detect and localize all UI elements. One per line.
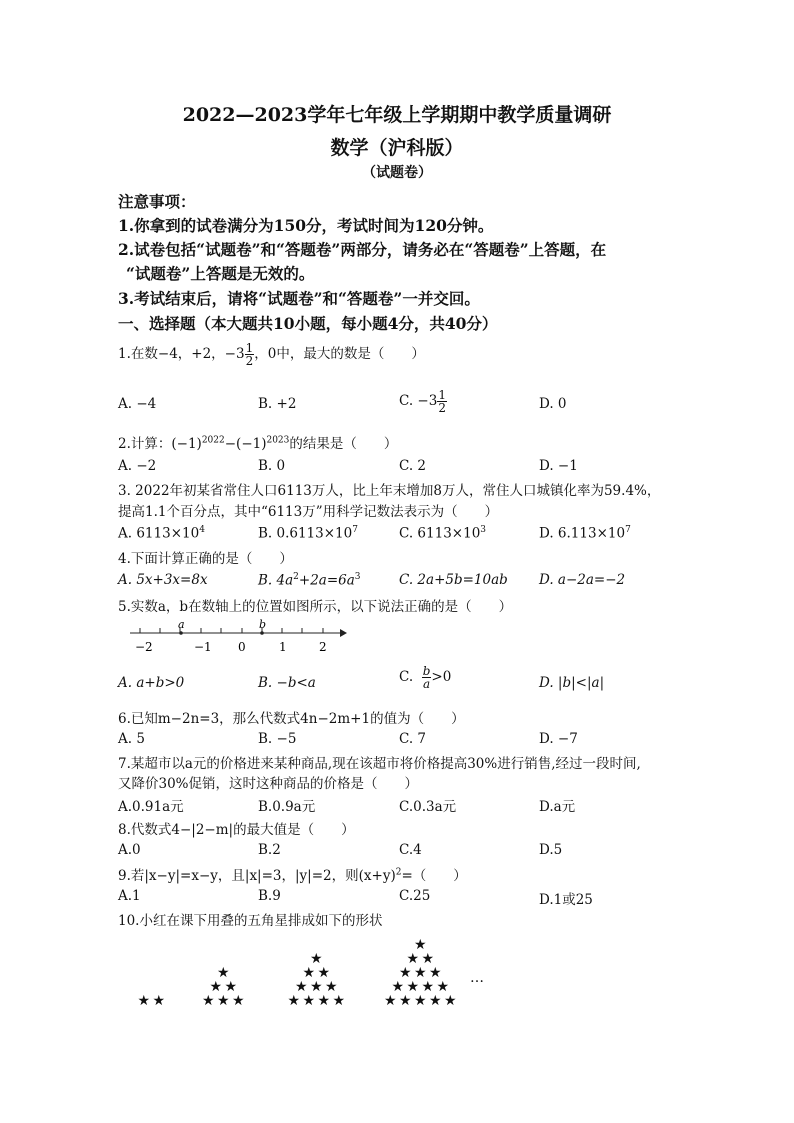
star-icon: ★ [310,979,323,995]
star-icon: ★ [137,993,151,1009]
q3-d-text: D. 6.113×10 [539,525,626,542]
q4-b-exp2: 3 [354,572,361,582]
star-icon: ★ [384,993,397,1009]
q3-a-text: A. 6113×10 [118,525,200,542]
question-2-stem [118,432,397,452]
q7-option-c: C.0.3a元 [399,799,457,815]
point-b-dot [260,631,264,635]
star-icon: ★ [310,951,323,967]
q3-c-text: C. 6113×10 [399,525,481,542]
q7-option-a: A.0.91a元 [118,799,184,815]
q9-option-b: B.9 [258,888,281,904]
star-icon: ★ [421,979,435,995]
q1-option-c [399,389,447,414]
star-icon: ★ [406,979,420,995]
axis-label-1: 1 [279,640,287,654]
star-icon: ★ [224,979,238,995]
point-b-label: b [259,618,267,631]
q1-fraction [245,342,255,367]
q9-option-d: D.1或25 [539,892,593,908]
q6-option-a: A. 5 [118,731,145,747]
q2-option-d: D. −1 [539,458,578,474]
star-icon: ★ [436,979,450,995]
axis-label-neg1: −1 [194,640,212,654]
q2-option-c: C. 2 [399,458,427,474]
star-icon: ★ [444,993,457,1009]
q9-stem-a: 9.若|x−y|=x−y，且|x|=3，|y|=2，则(x+y) [118,868,396,884]
section-1-heading: 一、选择题（本大题共10小题，每小题4分，共40分） [118,314,498,333]
q9-option-c: C.25 [399,888,431,904]
point-a-label: a [178,618,185,631]
q4-b-exp: 2 [293,572,299,582]
star-icon: ★ [317,965,331,981]
question-5-stem: 5.实数a，b在数轴上的位置如图所示，以下说法正确的是（ ） [118,599,513,615]
q9-exp: 2 [395,867,402,878]
point-a-dot [179,631,183,635]
star-icon: ★ [217,965,230,981]
question-4-stem: 4.下面计算正确的是（ ） [118,551,293,567]
q8-option-c: C.4 [399,842,422,858]
star-icon: ★ [406,951,420,967]
question-6-stem: 6.已知m−2n=3，那么代数式4n−2m+1的值为（ ） [118,711,465,727]
q6-option-c: C. 7 [399,731,427,747]
star-icon: ★ [399,965,412,981]
q2-exp2: 2023 [266,435,290,446]
question-3-line2: 提高1.1个百分点，其中“6113万”用科学记数法表示为（ ） [118,504,499,520]
q3-b-text: B. 0.6113×10 [258,525,353,542]
page-title: 2022—2023学年七年级上学期期中教学质量调研 [182,104,612,126]
star-icon: ★ [414,993,427,1009]
q3-b-exp: 7 [352,525,358,535]
star-icon: ★ [302,993,316,1009]
number-line-ticks [140,628,323,633]
q6-option-d: D. −7 [539,731,578,747]
q5-c-pre: C. [399,669,414,685]
q9-option-a: A.1 [118,888,141,904]
star-icon: ★ [399,993,412,1009]
q2-exp1: 2022 [201,435,225,446]
number-line-arrow-icon [340,629,347,637]
q3-option-a [118,525,205,542]
star-icon: ★ [414,937,427,953]
star-icon: ★ [332,993,346,1009]
q3-option-d [539,525,631,542]
question-7-line2: 又降价30%促销，这时这种商品的价格是（ ） [118,776,419,792]
question-9-stem [118,864,467,884]
q3-a-exp: 4 [199,525,205,535]
star-icon: ★ [302,965,316,981]
star-icon: ★ [232,993,245,1009]
q4-option-b [258,572,361,589]
q4-b-mid: +2a=6a [298,572,355,589]
q2-mid: −(−1) [224,436,267,452]
q1-frac-den: 2 [245,354,254,368]
q8-option-a: A.0 [118,842,141,858]
q1-c-frac-den: 2 [438,401,446,415]
pattern-ellipsis: … [470,970,485,986]
q1-option-a: A. −4 [118,396,157,412]
q5-option-b: B. −b<a [258,675,316,691]
star-icon: ★ [429,965,442,981]
q1-option-d: D. 0 [539,396,567,412]
star-icon: ★ [421,951,435,967]
star-icon: ★ [295,979,308,995]
question-10-stem: 10.小红在课下用叠的五角星排成如下的形状 [118,913,383,929]
star-icon: ★ [287,993,301,1009]
question-7-line1: 7.某超市以a元的价格进来某种商品,现在该超市将价格提高30%进行销售,经过一段时间, [118,756,641,772]
note-3: 3.考试结束后，请将“试题卷”和“答题卷”一并交回。 [118,289,480,308]
notes-heading: 注意事项： [118,192,196,211]
axis-label-0: 0 [238,640,246,654]
q3-option-c [399,525,486,542]
q4-option-c: C. 2a+5b=10ab [399,572,508,588]
q5-c-post: >0 [431,669,452,685]
q8-option-b: B.2 [258,842,281,858]
paper-type: （试题卷） [362,165,432,181]
q1-stem-a: 1.在数−4，+2，−3 [118,346,245,362]
note-2a: 2.试卷包括“试题卷”和“答题卷”两部分，请务必在“答题卷”上答题，在 [118,240,607,259]
q9-stem-b: =（ ） [401,868,467,884]
q2-option-a: A. −2 [118,458,157,474]
star-icon: ★ [325,979,338,995]
q4-option-d: D. a−2a=−2 [539,572,626,588]
star-icon: ★ [202,993,215,1009]
star-icon: ★ [209,979,223,995]
q6-option-b: B. −5 [258,731,297,747]
q7-option-b: B.0.9a元 [258,799,316,815]
q3-option-b [258,525,358,542]
q4-option-a: A. 5x+3x=8x [118,572,208,588]
q1-frac-num: 1 [245,341,254,355]
star-icon: ★ [429,993,442,1009]
q4-b-pre: B. 4a [258,572,294,589]
q5-c-den: a [423,677,431,691]
q2-stem-b: 的结果是（ ） [289,436,398,452]
q3-c-exp: 3 [480,525,487,535]
q1-stem-b: ，0中，最大的数是（ ） [254,346,425,362]
q8-option-d: D.5 [539,842,563,858]
star-icon: ★ [391,979,405,995]
q5-option-d: D. |b|<|a| [539,675,605,691]
star-icon: ★ [317,993,331,1009]
q5-c-num: b [422,664,431,678]
q1-option-c-text: C. −3 [399,393,438,409]
q5-option-c [399,665,451,690]
page-subtitle: 数学（沪科版） [330,137,464,159]
question-1-stem [118,342,425,367]
q1-option-b: B. +2 [258,396,297,412]
axis-label-2: 2 [319,640,327,654]
q2-stem-a: 2.计算：(−1) [118,436,202,452]
star-icon: ★ [414,965,427,981]
number-line-figure [128,616,350,658]
q7-option-d: D.a元 [539,799,576,815]
question-3-line1: 3. 2022年初某省常住人口6113万人，比上年末增加8万人，常住人口城镇化率为59.4%， [118,483,661,499]
star-icon: ★ [217,993,230,1009]
star-icon: ★ [152,993,166,1009]
q3-d-exp: 7 [625,525,631,535]
q5-option-a: A. a+b>0 [118,675,185,691]
note-2b: “试题卷”上答题是无效的。 [126,264,315,283]
note-1: 1.你拿到的试卷满分为150分，考试时间为120分钟。 [118,216,494,235]
axis-label-neg2: −2 [135,640,153,654]
q2-option-b: B. 0 [258,458,286,474]
q1-c-frac-num: 1 [438,388,446,402]
question-8-stem: 8.代数式4−|2−m|的最大值是（ ） [118,822,355,838]
